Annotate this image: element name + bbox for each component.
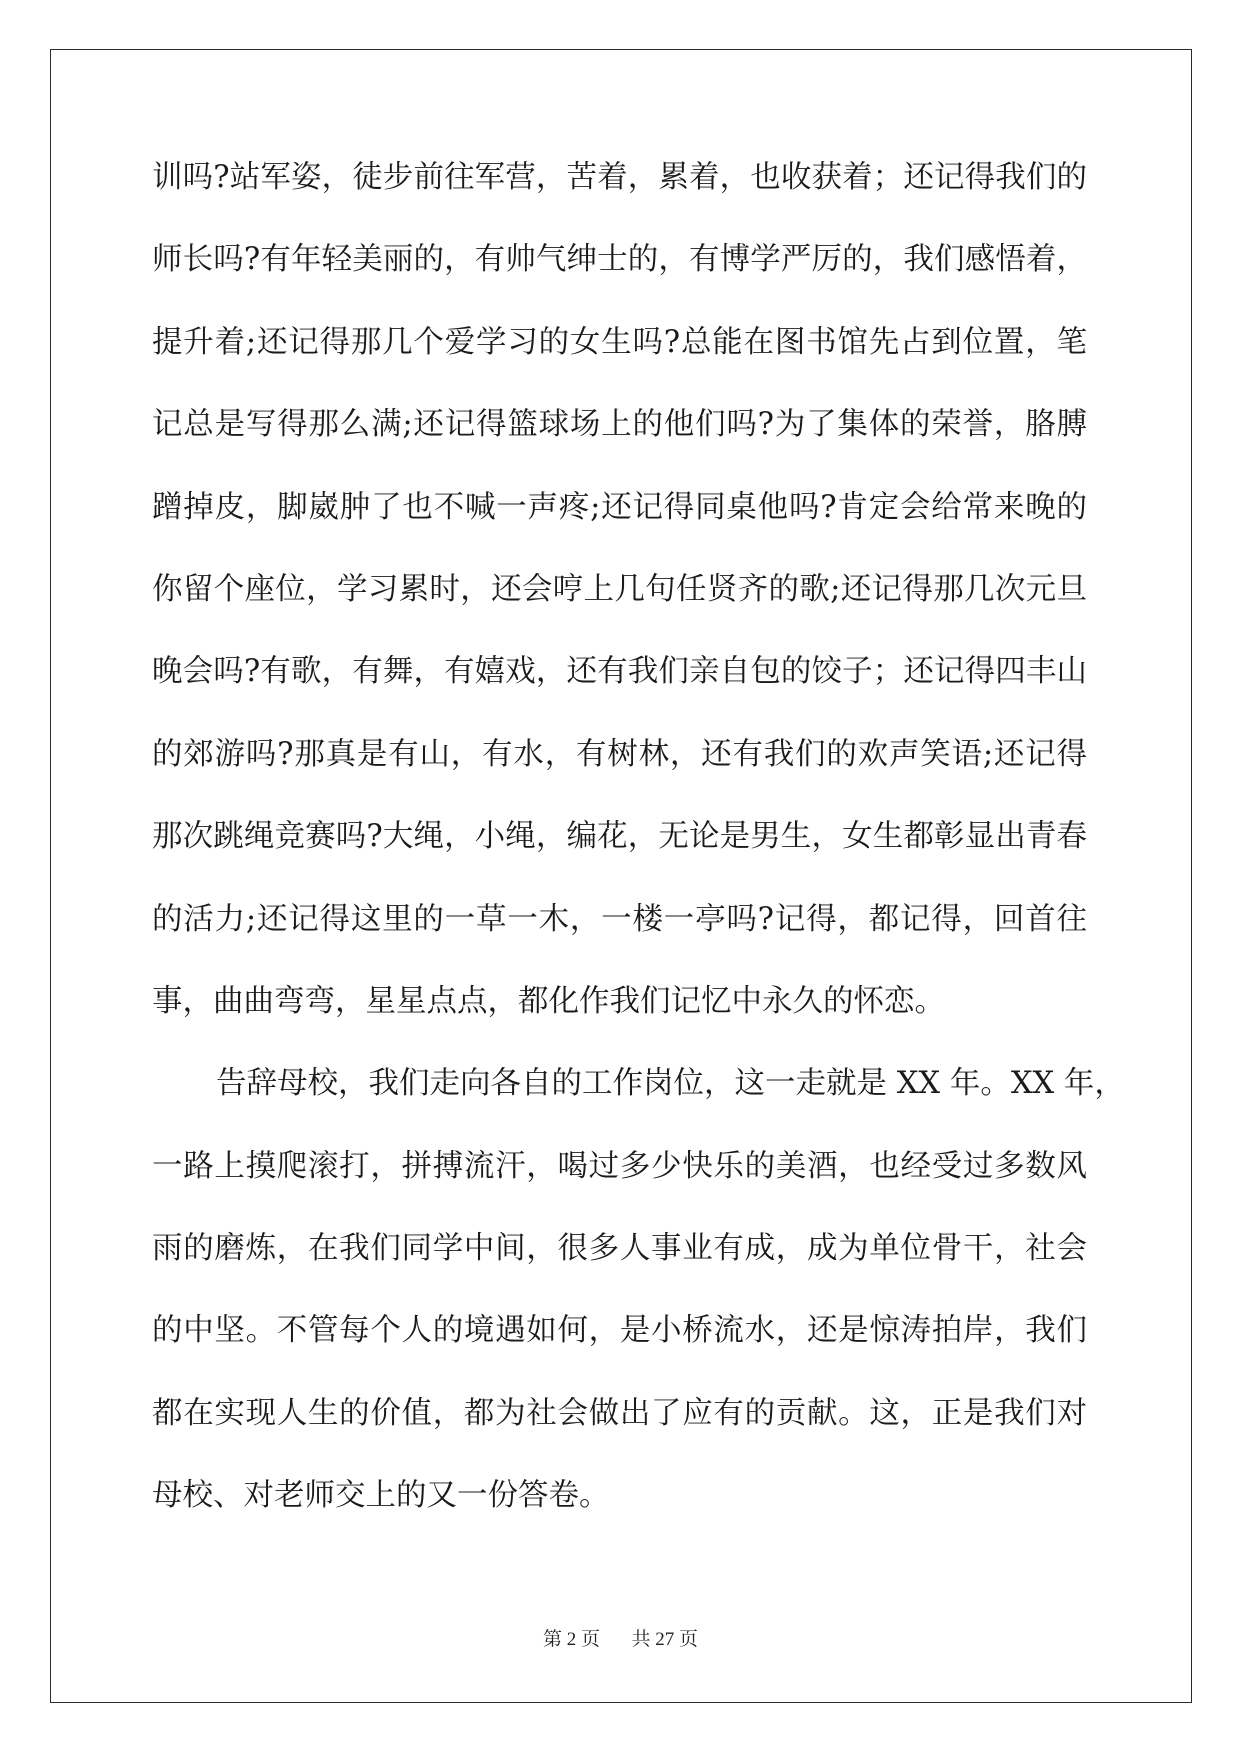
paragraph-career: [152, 1066, 1125, 1560]
page-number: 第 2 页: [542, 1629, 600, 1650]
text-line: 师长吗?有年轻美丽的，有帅气绅士的，有博学严厉的，我们感悟着，: [152, 242, 1087, 278]
text-line: 记总是写得那么满;还记得篮球场上的他们吗?为了集体的荣誉，胳膊: [152, 407, 1087, 443]
text-line: 母校、对老师交上的又一份答卷。: [152, 1478, 610, 1514]
text-line: 蹭掉皮，脚崴肿了也不喊一声疼;还记得同桌他吗?肯定会给常来晚的: [152, 489, 1087, 525]
text-line: 事，曲曲弯弯，星星点点，都化作我们记忆中永久的怀恋。: [152, 983, 945, 1019]
text-line: 都在实现人生的价值，都为社会做出了应有的贡献。这，正是我们对: [152, 1395, 1087, 1431]
text-line: 告辞母校，我们走向各自的工作岗位，这一走就是 XX 年。XX 年，: [216, 1066, 1125, 1102]
text-line: 的郊游吗?那真是有山，有水，有树林，还有我们的欢声笑语;还记得: [152, 736, 1087, 772]
text-line: 的中坚。不管每个人的境遇如何，是小桥流水，还是惊涛拍岸，我们: [152, 1313, 1087, 1349]
page-footer: [0, 1624, 1241, 1651]
text-line: 的活力;还记得这里的一草一木，一楼一亭吗?记得，都记得，回首往: [152, 901, 1087, 937]
text-line: 一路上摸爬滚打，拼搏流汗，喝过多少快乐的美酒，也经受过多数风: [152, 1148, 1087, 1184]
page-total: 共 27 页: [631, 1629, 699, 1650]
text-line: 提升着;还记得那几个爱学习的女生吗?总能在图书馆先占到位置，笔: [152, 324, 1087, 360]
paragraph-memories: [152, 160, 1087, 1066]
text-line: 雨的磨炼，在我们同学中间，很多人事业有成，成为单位骨干，社会: [152, 1231, 1087, 1267]
document-body: [152, 160, 1125, 1561]
text-line: 那次跳绳竞赛吗?大绳，小绳，编花，无论是男生，女生都彰显出青春: [152, 819, 1087, 855]
text-line: 晚会吗?有歌，有舞，有嬉戏，还有我们亲自包的饺子；还记得四丰山: [152, 654, 1087, 690]
text-line: 训吗?站军姿，徒步前往军营，苦着，累着，也收获着；还记得我们的: [152, 160, 1087, 195]
text-line: 你留个座位，学习累时，还会哼上几句任贤齐的歌;还记得那几次元旦: [152, 571, 1087, 607]
